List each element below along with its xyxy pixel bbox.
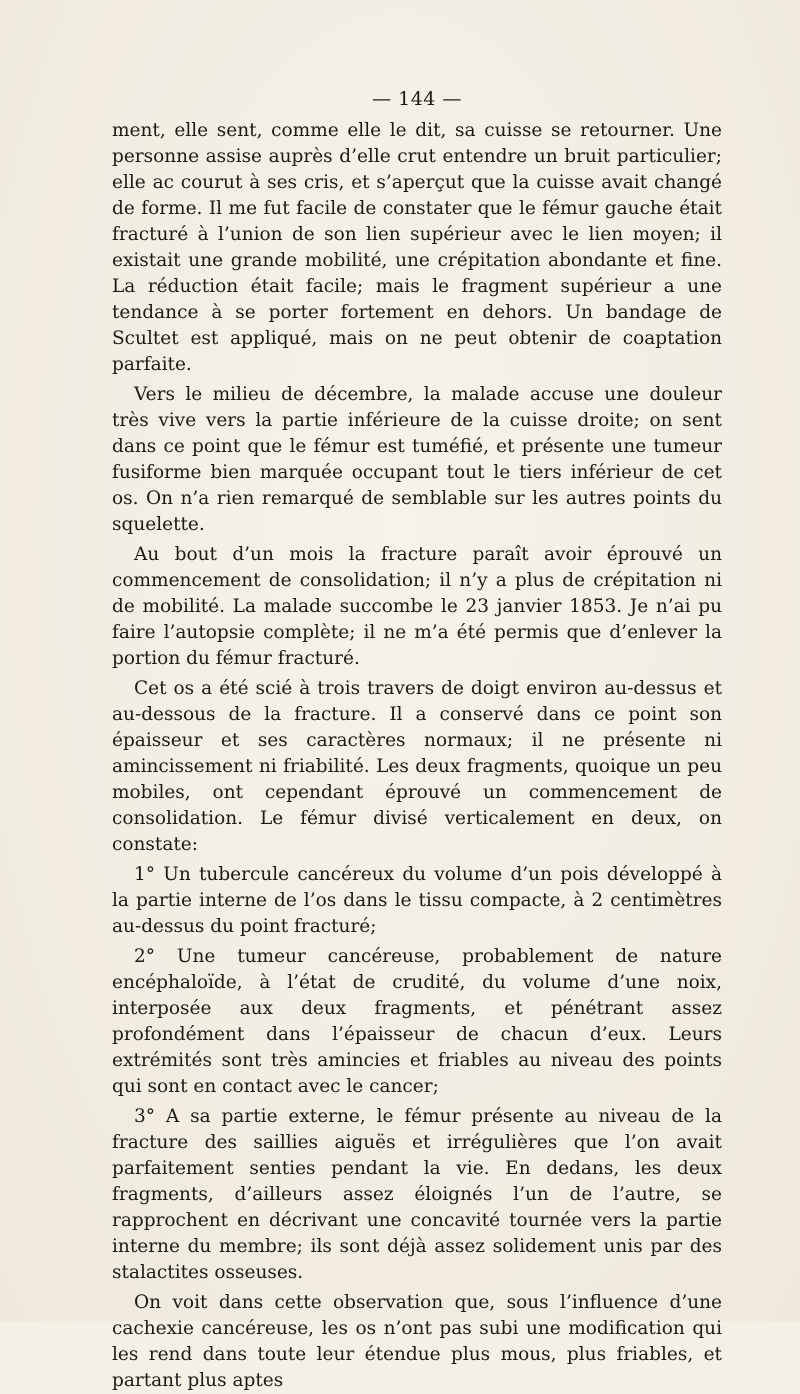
- body-text: [112, 118, 722, 1394]
- paragraph: ment, elle sent, comme elle le dit, sa cuisse se retourner. Une personne assise auprès d’elle crut entendre un bruit particulier; elle ac courut à ses cris, et s’aperçut que la cuisse avait changé de forme. Il me fut facile de constater que le fémur gauche était fracturé à l’union de son lien supérieur avec le lien moyen; il existait une grande mobilité, une crépitation abondante et fine. La réduction était facile; mais le fragment supérieur a une tendance à se porter fortement en dehors. Un bandage de Scultet est appliqué, mais on ne peut obtenir de coaptation parfaite.: [112, 120, 722, 375]
- page-number: — 144 —: [372, 88, 462, 110]
- paragraph: Vers le milieu de décembre, la malade accuse une douleur très vive vers la partie inférieure de la cuisse droite; on sent dans ce point que le fémur est tuméfié, et présente une tumeur fusiforme bien marquée occupant tout le tiers inférieur de cet os. On n’a rien remarqué de semblable sur les autres points du squelette.: [112, 384, 722, 535]
- paragraph: On voit dans cette observation que, sous l’influence d’une cachexie cancéreuse, les os n’ont pas subi une modification qui les rend dans toute leur étendue plus mous, plus friables, et partant plus aptes: [112, 1292, 722, 1391]
- list-item: 3° A sa partie externe, le fémur présente au niveau de la fracture des saillies aiguës et irrégulières que l’on avait parfaitement senties pendant la vie. En dedans, les deux fragments, d’ailleurs assez éloignés l’un de l’autre, se rapprochent en décrivant une concavité tournée vers la partie interne du membre; ils sont déjà assez solidement unis par des stalactites osseuses.: [112, 1106, 722, 1283]
- list-item: 2° Une tumeur cancéreuse, probablement de nature encéphaloïde, à l’état de crudité, du volume d’une noix, interposée aux deux fragments, et pénétrant assez profondément dans l’épaisseur de chacun d’eux. Leurs extrémités sont très amincies et friables au niveau des points qui sont en contact avec le cancer;: [112, 946, 722, 1097]
- list-item: 1° Un tubercule cancéreux du volume d’un pois développé à la partie interne de l’os dans le tissu compacte, à 2 centimètres au-dessus du point fracturé;: [112, 864, 722, 937]
- paragraph: Cet os a été scié à trois travers de doigt environ au-dessus et au-dessous de la fracture. Il a conservé dans ce point son épaisseur et ses caractères normaux; il ne présente ni amincissement ni friabilité. Les deux fragments, quoique un peu mobiles, ont cependant éprouvé un commencement de consolidation. Le fémur divisé verticalement en deux, on constate:: [112, 678, 722, 855]
- paragraph: Au bout d’un mois la fracture paraît avoir éprouvé un commencement de consolidation; il n’y a plus de crépitation ni de mobilité. La malade succombe le 23 janvier 1853. Je n’ai pu faire l’autopsie complète; il ne m’a été permis que d’enlever la portion du fémur fracturé.: [112, 544, 722, 669]
